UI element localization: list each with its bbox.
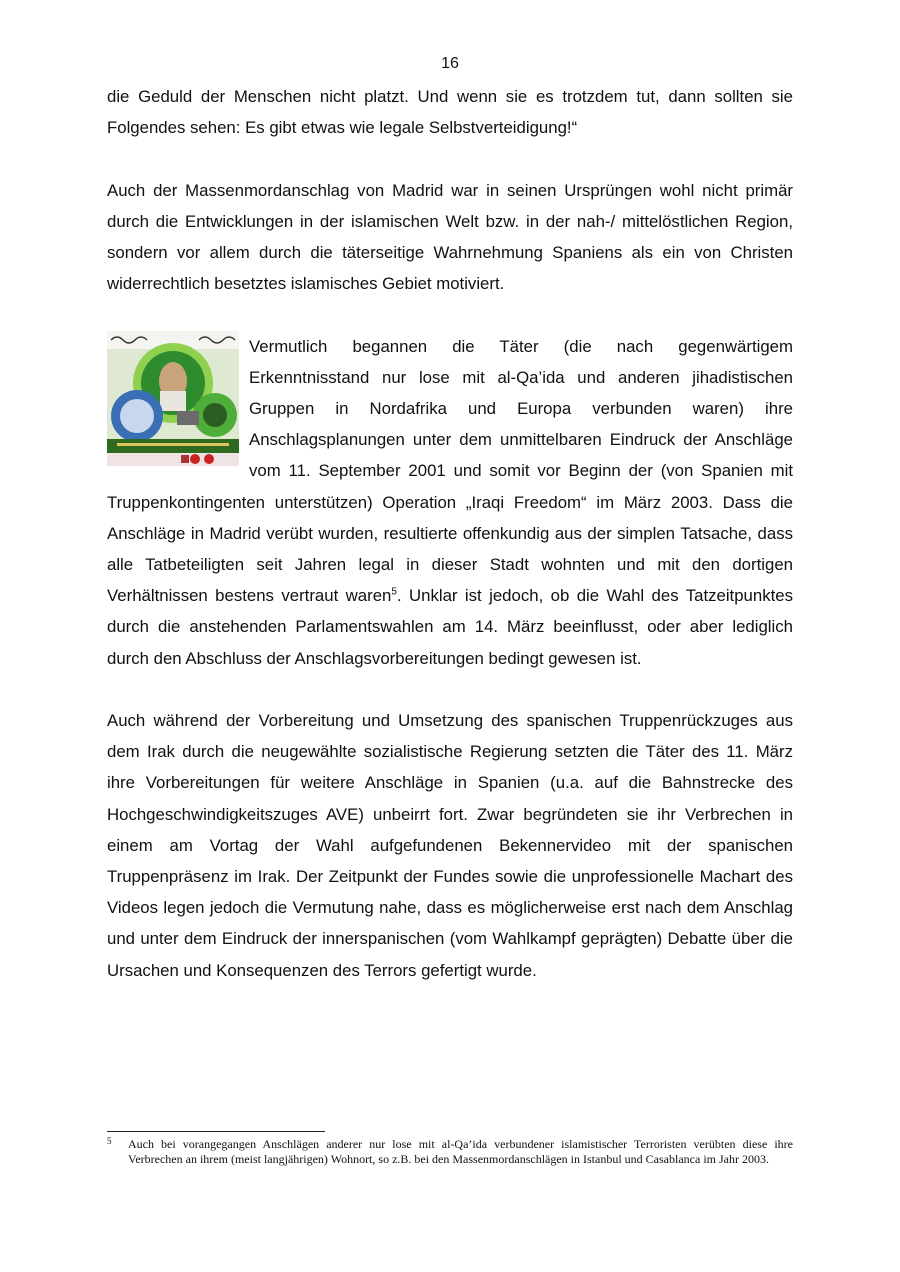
body-text: [107, 81, 793, 986]
footnote-reference: 5: [391, 586, 397, 598]
footnote-text: Auch bei vorangegangen Anschlägen anderer nur lose mit al-Qa’ida verbundener islamistischer Terroristen verübten diese ihre Verbrechen an ihrem (meist langjährigen) Wohnort, so z.B. bei den Massenmordanschlägen in Istanbul und Casablanca im Jahr 2003.: [128, 1137, 793, 1166]
paragraph-continued: die Geduld der Menschen nicht platzt. Und wenn sie es trotzdem tut, dann sollten sie Folgendes sehen: Es gibt etwas wie legale Selbstverteidigung!“: [107, 87, 793, 138]
propaganda-collage-graphic: [107, 331, 239, 466]
paragraph-troop-withdrawal: Auch während der Vorbereitung und Umsetzung des spanischen Truppenrückzuges aus dem Irak durch die neugewählte sozialistische Regierung setzten die Täter des 11. März ihre Vorbereitungen für weitere Anschläge in Spanien (u.a. auf die Bahnstrecke des Hochgeschwindigkeitszuges AVE) unbeirrt fort. Zwar begründeten sie ihr Verbrechen in einem am Vortag der Wahl aufgefundenen Bekennervideo mit der spanischen Truppenpräsenz im Irak. Der Zeitpunkt der Fundes sowie die unprofessionelle Machart des Videos legen jedoch die Vermutung nahe, dass es möglicherweise erst nach dem Anschlag und unter dem Eindruck der innerspanischen (vom Wahlkampf geprägten) Debatte über die Ursachen und Konsequenzen des Terrors gefertigt wurde.: [107, 711, 793, 980]
page-number: 16: [441, 55, 459, 72]
paragraph-text: Vermutlich begannen die Täter (die nach gegenwärtigem Erkenntnisstand nur lose mit al-Qa’ida und anderen jihadistischen Gruppen in Nordafrika und Europa verbunden waren) ihre Anschlagsplanungen unter dem unmittelbaren Eindruck der Anschläge vom 11. September 2001 und somit vor Beginn der (von Spanien mit Truppenkontingenten unterstützen) Operation „Iraqi Freedom“ im März 2003. Dass die Anschläge in Madrid verübt wurden, resultierte offenkundig aus der simplen Tatsache, dass alle Tatbeteiligten seit Jahren legal in dieser Stadt wohnten und mit den dortigen Verhältnissen bestens vertraut waren: [107, 336, 793, 606]
paragraph-madrid-origins: Auch der Massenmordanschlag von Madrid war in seinen Ursprüngen wohl nicht primär durch die Entwicklungen in der islamischen Welt bzw. in der nah-/ mittelöstlichen Region, sondern vor allem durch die täterseitige Wahrnehmung Spaniens als ein von Christen widerrechtlich besetztes islamisches Gebiet motiviert.: [107, 180, 793, 294]
footnote-number: 5: [107, 1136, 112, 1146]
footnote-separator: [107, 1131, 325, 1132]
paragraph-text-continued: . Unklar ist jedoch, ob die Wahl des Tatzeitpunktes durch die anstehenden Parlamentswahlen am 14. März beeinflusst, oder aber lediglich durch den Abschluss der Anschlagsvorbereitungen bedingt gewesen ist.: [107, 586, 793, 668]
propaganda-image: [107, 331, 239, 466]
footnote: [107, 1137, 793, 1167]
